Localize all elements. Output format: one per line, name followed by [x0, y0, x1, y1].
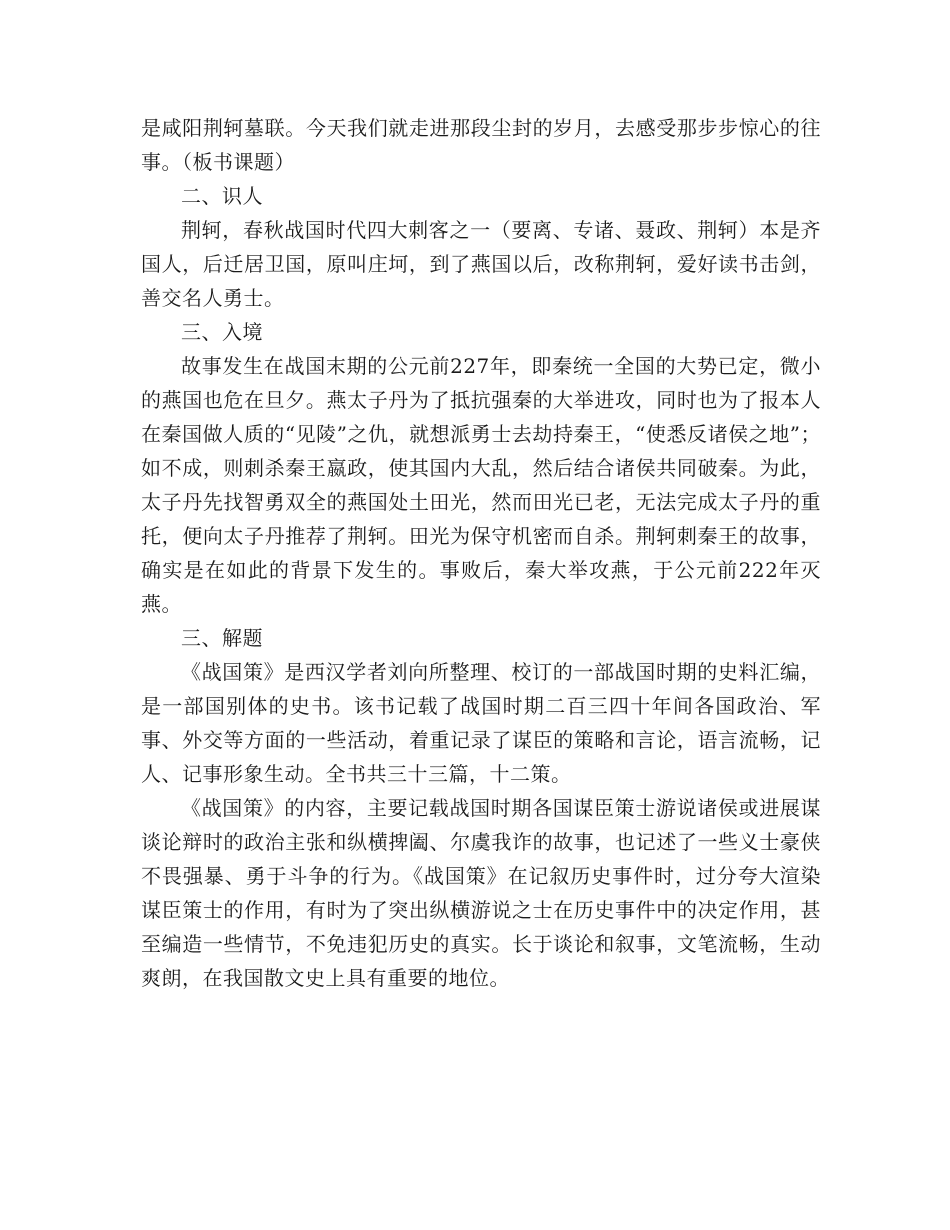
paragraph-zhanguoce-content: 《战国策》的内容，主要记载战国时期各国谋臣策士游说诸侯或进展谋谈论辩时的政治主张和纵横捭阖、尔虞我诈的故事，也记述了一些义士豪侠不畏强暴、勇于斗争的行为。《战国策》在记叙历史事件时，过分夸大渲染谋臣策士的作用，有时为了突出纵横游说之士在历史事件中的决定作用，甚至编造一些情节，不免违犯历史的真实。长于谈论和叙事，文笔流畅，生动爽朗，在我国散文史上具有重要的地位。 [141, 796, 821, 990]
section-heading-explain-title: 三、解题 [181, 626, 263, 650]
paragraph-jing-ke-bio: 荆轲，春秋战国时代四大刺客之一（要离、专诸、聂政、荆轲）本是齐国人，后迁居卫国，原叫庄坷，到了燕国以后，改称荆轲，爱好读书击剑，善交名人勇士。 [141, 218, 821, 310]
paragraph-zhanguoce-intro: 《战国策》是西汉学者刘向所整理、校订的一部战国时期的史料汇编，是一部国别体的史书。该书记载了战国时期二百三四十年间各国政治、军事、外交等方面的一些活动，着重记录了谋臣的策略和言论，语言流畅，记人、记事形象生动。全书共三十三篇，十二策。 [141, 660, 821, 786]
section-heading-enter-context: 三、入境 [181, 320, 263, 344]
paragraph-historical-background: 故事发生在战国末期的公元前227年，即秦统一全国的大势已定，微小的燕国也危在旦夕。燕太子丹为了抵抗强秦的大举进攻，同时也为了报本人在秦国做人质的“见陵”之仇，就想派勇士去劫持秦王，“使悉反诸侯之地”；如不成，则刺杀秦王嬴政，使其国内大乱，然后结合诸侯共同破秦。为此，太子丹先找智勇双全的燕国处土田光，然而田光已老，无法完成太子丹的重托，便向太子丹推荐了荆轲。田光为保守机密而自杀。荆轲刺秦王的故事，确实是在如此的背景下发生的。事败后，秦大举攻燕，于公元前222年灭燕。 [141, 354, 821, 616]
section-heading-know-person: 二、识人 [181, 184, 263, 208]
paragraph-intro-continuation: 是咸阳荆轲墓联。今天我们就走进那段尘封的岁月，去感受那步步惊心的往事。（板书课题） [141, 116, 821, 174]
document-body [141, 111, 821, 995]
